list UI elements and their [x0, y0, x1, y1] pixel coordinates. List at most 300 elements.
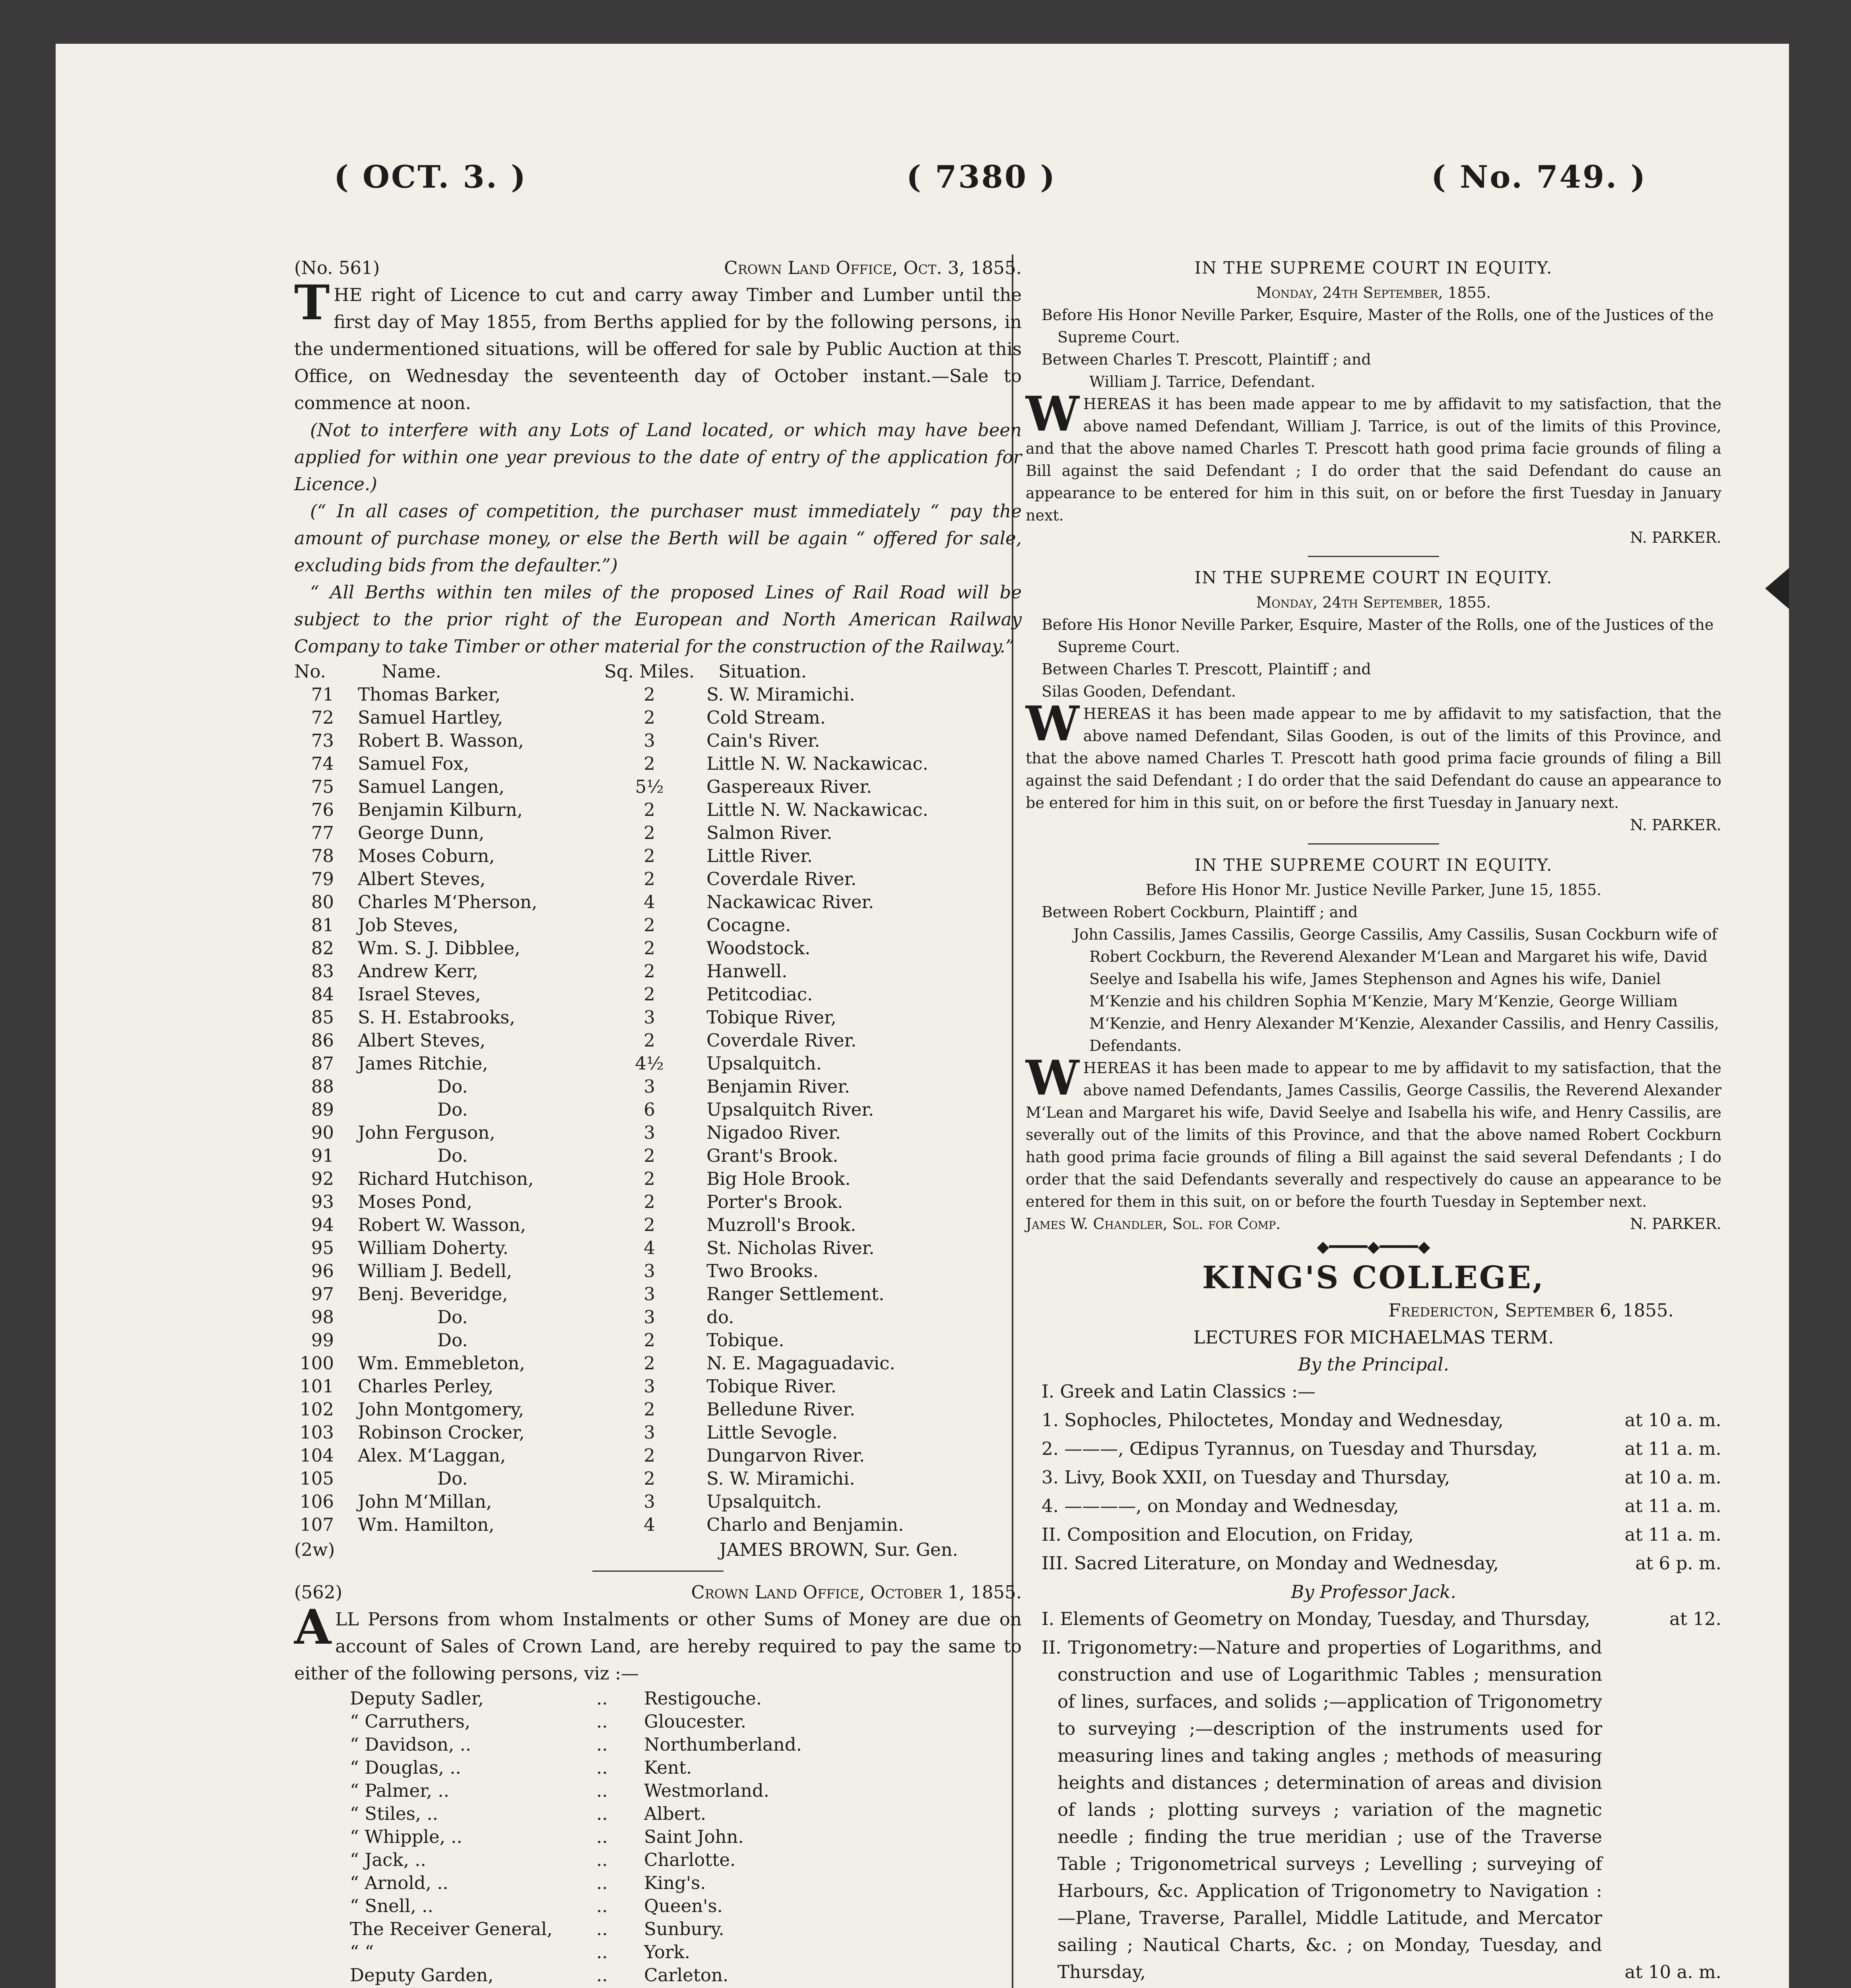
office-date: Crown Land Office, Oct. 3, 1855. — [724, 257, 1022, 278]
berth-sq-miles: 2 — [644, 845, 655, 866]
table-row — [294, 1029, 1022, 1052]
berth-number: 83 — [311, 961, 334, 982]
lectures-subtitle: LECTURES FOR MICHAELMAS TERM. — [1193, 1327, 1554, 1348]
court-before: Before His Honor Neville Parker, Esquire, Master of the Rolls, one of the Justices of the Supreme Court. — [1042, 616, 1714, 656]
lecture-item — [1026, 1606, 1721, 1633]
kings-college-title: KING'S COLLEGE, — [1202, 1260, 1545, 1296]
table-row — [294, 1213, 1022, 1237]
table-row — [294, 1190, 1022, 1213]
berth-name: John M‘Millan, — [358, 1491, 492, 1512]
signature: N. PARKER. — [1630, 1215, 1721, 1233]
court-before: Before His Honor Mr. Justice Neville Parker, June 15, 1855. — [1145, 881, 1602, 899]
berth-name: Alex. M‘Laggan, — [358, 1445, 506, 1466]
deputy-county: Saint John. — [644, 1826, 744, 1847]
lecture-text: I. Greek and Latin Classics :— — [1042, 1381, 1316, 1402]
berth-sq-miles: 2 — [644, 799, 655, 820]
berth-situation: Hanwell. — [706, 961, 788, 982]
table-row — [294, 798, 1022, 821]
berth-number: 105 — [300, 1468, 334, 1489]
berth-sq-miles: 2 — [644, 914, 655, 936]
order-text: HEREAS it has been made appear to me by affidavit to my satisfaction, that the above named Defendant, Silas Gooden, is out of the limits of this Province, and that the above named Charles T. Prescott hath good prima facie grounds of filing a Bill against the said Defendant ; I do order that the said Defendant do cause an appearance to be entered for him in this suit, on or before the first Tuesday in January next. — [1026, 705, 1721, 812]
table-row — [294, 1398, 1022, 1421]
lecture-time: at 11 a. m. — [1624, 1438, 1721, 1459]
leader-dots: .. — [596, 1734, 608, 1755]
table-row — [294, 1098, 1022, 1121]
table-row — [294, 937, 1022, 960]
berth-situation: Charlo and Benjamin. — [706, 1514, 904, 1535]
berth-situation: Little N. W. Nackawicac. — [706, 799, 928, 820]
table-row — [294, 683, 1022, 706]
lecture-text: 3. Livy, Book XXII, on Tuesday and Thursday, — [1042, 1467, 1450, 1488]
berth-name: Moses Pond, — [358, 1191, 472, 1212]
lecture-text: III. Sacred Literature, on Monday and Wednesday, — [1042, 1553, 1499, 1574]
right-column — [1026, 254, 1721, 1988]
table-row — [294, 1144, 1022, 1167]
deputy-county: Westmorland. — [644, 1780, 769, 1801]
berth-name: Wm. Emmebleton, — [358, 1353, 525, 1374]
court-signatures — [1026, 1213, 1721, 1235]
berth-sq-miles: 3 — [644, 1007, 655, 1028]
lecture-item — [1026, 1493, 1721, 1520]
berth-number: 78 — [311, 845, 334, 866]
berth-number: 107 — [300, 1514, 334, 1535]
table-row — [294, 983, 1022, 1006]
header-page-number: ( 7380 ) — [906, 159, 1057, 195]
court-between: Silas Gooden, Defendant. — [1042, 683, 1236, 700]
table-row — [294, 706, 1022, 729]
berth-name: William J. Bedell, — [358, 1260, 512, 1281]
table-row — [350, 1848, 906, 1872]
berth-name: Wm. S. J. Dibblee, — [358, 938, 520, 959]
table-row — [350, 1756, 906, 1779]
berth-sq-miles: 2 — [644, 1399, 655, 1420]
berth-situation: N. E. Magaguadavic. — [706, 1353, 895, 1374]
berth-situation: Coverdale River. — [706, 1030, 857, 1051]
berth-sq-miles: 2 — [644, 684, 655, 705]
berth-name: Benj. Beveridge, — [358, 1283, 508, 1305]
berth-situation: Porter's Brook. — [706, 1191, 843, 1212]
leader-dots: .. — [596, 1757, 608, 1778]
berth-name: Moses Coburn, — [358, 845, 495, 866]
principal-lectures — [1026, 1378, 1721, 1577]
deputy-county: Queen's. — [644, 1895, 723, 1916]
leader-dots: .. — [596, 1688, 608, 1709]
berth-situation: Upsalquitch. — [706, 1053, 822, 1074]
court-order-body — [1026, 696, 1721, 814]
berth-sq-miles: 2 — [644, 1145, 655, 1166]
table-row — [294, 914, 1022, 937]
court-order-body — [1026, 386, 1721, 526]
page-edge-notch — [1765, 565, 1789, 612]
notice-562-header — [294, 1579, 1022, 1606]
berth-name: William Doherty. — [358, 1237, 508, 1258]
header-issue-number: ( No. 749. ) — [1431, 159, 1647, 195]
berth-sq-miles: 4 — [644, 891, 655, 912]
berth-number: 99 — [311, 1330, 334, 1351]
deputy-name: “ Davidson, .. — [350, 1734, 471, 1755]
court-before: Before His Honor Neville Parker, Esquire, Master of the Rolls, one of the Justices of the Supreme Court. — [1042, 306, 1714, 346]
berth-sq-miles: 3 — [644, 1422, 655, 1443]
berth-sq-miles: 3 — [644, 730, 655, 751]
lecture-item — [1026, 1464, 1721, 1491]
lecture-time: at 11 a. m. — [1624, 1524, 1721, 1545]
drop-cap: W — [1026, 696, 1079, 752]
office-date: Crown Land Office, October 1, 1855. — [691, 1582, 1022, 1603]
berth-situation: Muzroll's Brook. — [706, 1214, 856, 1235]
berth-number: 74 — [311, 753, 334, 774]
table-row — [350, 1964, 906, 1987]
berth-number: 90 — [311, 1122, 334, 1143]
berth-name: Andrew Kerr, — [358, 961, 478, 982]
table-row — [350, 1687, 906, 1710]
lecture-text: 2. ———, Œdipus Tyrannus, on Tuesday and Thursday, — [1042, 1438, 1538, 1459]
table-row — [294, 1283, 1022, 1306]
berth-situation: Cain's River. — [706, 730, 820, 751]
signature: N. PARKER. — [1630, 816, 1721, 834]
table-row — [350, 1872, 906, 1895]
berth-number: 93 — [311, 1191, 334, 1212]
berth-number: 106 — [300, 1491, 334, 1512]
berth-situation: Two Brooks. — [706, 1260, 819, 1281]
lecture-text: 1. Sophocles, Philoctetes, Monday and Wednesday, — [1042, 1409, 1504, 1431]
berth-number: 100 — [300, 1353, 334, 1374]
table-row — [294, 729, 1022, 752]
divider — [592, 1571, 724, 1572]
berth-situation: Gaspereaux River. — [706, 776, 872, 797]
berth-name: Charles Perley, — [358, 1376, 494, 1397]
deputy-county: Northumberland. — [644, 1734, 802, 1755]
berth-number: 104 — [300, 1445, 334, 1466]
table-row — [294, 891, 1022, 914]
deputy-name: “ Jack, .. — [350, 1849, 426, 1870]
berth-sq-miles: 2 — [644, 1445, 655, 1466]
court-title: IN THE SUPREME COURT IN EQUITY. — [1194, 568, 1553, 587]
leader-dots: .. — [596, 1965, 608, 1986]
court-title: IN THE SUPREME COURT IN EQUITY. — [1194, 855, 1553, 875]
table-row — [294, 1167, 1022, 1190]
berth-number: 80 — [311, 891, 334, 912]
berth-situation: Nigadoo River. — [706, 1122, 841, 1143]
notice-number: (562) — [294, 1582, 343, 1603]
berth-number: 98 — [311, 1307, 334, 1328]
court-order-body — [1026, 1050, 1721, 1213]
table-row — [350, 1941, 906, 1964]
deputy-name: Deputy Garden, — [350, 1965, 494, 1986]
lecture-text: I. Elements of Geometry on Monday, Tuesday, and Thursday, — [1042, 1608, 1590, 1629]
notice-561-body — [294, 275, 1022, 417]
berth-number: 97 — [311, 1283, 334, 1305]
leader-dots: .. — [596, 1918, 608, 1939]
ornament-divider: ◆━━━━◆━━━━◆ — [1317, 1238, 1430, 1256]
berth-sq-miles: 2 — [644, 822, 655, 843]
lecture-item — [1026, 1521, 1721, 1548]
berth-sq-miles: 3 — [644, 1122, 655, 1143]
notice-note: “ All Berths within ten miles of the proposed Lines of Rail Road will be subject to the prior right of the European and North American Railway Company to take Timber or other material for the construction of the Railway.” — [294, 582, 1022, 657]
berth-name: Albert Steves, — [358, 1030, 486, 1051]
leader-dots: .. — [596, 1826, 608, 1847]
berth-name: Charles M‘Pherson, — [358, 891, 537, 912]
berth-name: Robinson Crocker, — [358, 1422, 525, 1443]
lecturer-heading: By Professor Jack. — [1291, 1581, 1456, 1602]
deputy-county: Sunbury. — [644, 1918, 724, 1939]
berth-situation: Benjamin River. — [706, 1076, 850, 1097]
deputy-county: York. — [644, 1941, 690, 1963]
berth-number: 72 — [311, 707, 334, 728]
table-row — [294, 752, 1022, 775]
notice-text: LL Persons from whom Instalments or other Sums of Money are due on account of Sales of Crown Land, are hereby required to pay the same to either of the following persons, viz :— — [294, 1609, 1022, 1684]
leader-dots: .. — [596, 1803, 608, 1824]
court-between: William J. Tarrice, Defendant. — [1089, 373, 1315, 390]
drop-cap: W — [1026, 386, 1079, 442]
berth-sq-miles: 2 — [644, 1353, 655, 1374]
berth-situation: Belledune River. — [706, 1399, 856, 1420]
berth-name: Samuel Langen, — [358, 776, 505, 797]
berth-sq-miles: 2 — [644, 707, 655, 728]
berth-sq-miles: 2 — [644, 1214, 655, 1235]
deputy-county: Kent. — [644, 1757, 692, 1778]
berth-name: Do. — [437, 1468, 468, 1489]
berth-name: Do. — [437, 1099, 468, 1120]
col-situation: Situation. — [718, 661, 807, 682]
berth-situation: Salmon River. — [706, 822, 832, 843]
deputy-name: “ Palmer, .. — [350, 1780, 449, 1801]
berth-number: 77 — [311, 822, 334, 843]
berth-sq-miles: 3 — [644, 1076, 655, 1097]
berth-sq-miles: 2 — [644, 868, 655, 889]
table-row — [294, 821, 1022, 845]
berth-sq-miles: 3 — [644, 1491, 655, 1512]
notice-561-signature — [294, 1536, 1022, 1563]
berth-situation: Upsalquitch River. — [706, 1099, 874, 1120]
deputy-table — [350, 1687, 906, 1988]
berth-sq-miles: 2 — [644, 1468, 655, 1489]
berth-situation: Cocagne. — [706, 914, 791, 936]
berth-sq-miles: 4½ — [635, 1053, 664, 1074]
berth-sq-miles: 3 — [644, 1307, 655, 1328]
berth-situation: Petitcodiac. — [706, 984, 813, 1005]
deputy-name: “ “ — [350, 1941, 374, 1963]
deputy-name: “ Stiles, .. — [350, 1803, 438, 1824]
deputy-name: The Receiver General, — [350, 1918, 553, 1939]
deputy-county: Gloucester. — [644, 1711, 746, 1732]
berth-name: Israel Steves, — [358, 984, 481, 1005]
notice-562-body — [294, 1599, 1022, 1687]
berth-name: Do. — [437, 1076, 468, 1097]
table-row — [294, 868, 1022, 891]
berth-sq-miles: 2 — [644, 1030, 655, 1051]
berth-name: S. H. Estabrooks, — [358, 1007, 515, 1028]
solicitor: James W. Chandler, Sol. for Comp. — [1026, 1215, 1281, 1233]
berth-name: Robert W. Wasson, — [358, 1214, 526, 1235]
leader-dots: .. — [596, 1780, 608, 1801]
col-sq-miles: Sq. Miles. — [604, 661, 695, 682]
lecture-item — [1026, 1634, 1721, 1986]
berth-name: Do. — [437, 1145, 468, 1166]
berth-name: Albert Steves, — [358, 868, 486, 889]
berth-situation: Nackawicac River. — [706, 891, 874, 912]
leader-dots: .. — [596, 1872, 608, 1893]
drop-cap: A — [294, 1599, 332, 1655]
lecture-item — [1026, 1550, 1721, 1577]
berth-name: Do. — [437, 1330, 468, 1351]
deputy-county: King's. — [644, 1872, 706, 1893]
deputy-name: “ Douglas, .. — [350, 1757, 461, 1778]
lecture-time: at 10 a. m. — [1624, 1467, 1721, 1488]
table-row — [350, 1918, 906, 1941]
berth-sq-miles: 5½ — [635, 776, 664, 797]
leader-dots: .. — [596, 1941, 608, 1963]
berth-situation: S. W. Miramichi. — [706, 684, 855, 705]
berth-sq-miles: 2 — [644, 984, 655, 1005]
table-row — [294, 1444, 1022, 1467]
berth-situation: S. W. Miramichi. — [706, 1468, 855, 1489]
order-text: HEREAS it has been made to appear to me by affidavit to my satisfaction, that the above named Defendants, James Cassilis, George Cassilis, the Reverend Alexander M‘Lean and Margaret his wife, David Seelye and Isabella his wife, and Henry Cassilis, are severally out of the limits of this Province, and that the above named Robert Cockburn hath good prima facie grounds of filing a Bill against the said several Defendants ; I do order that the said Defendants severally and respectively do cause an appearance to be entered for them in this suit, on or before the fourth Tuesday in September next. — [1026, 1059, 1721, 1210]
berth-sq-miles: 2 — [644, 1168, 655, 1189]
notice-number: (No. 561) — [294, 257, 380, 278]
berth-situation: Ranger Settlement. — [706, 1283, 885, 1305]
berth-number: 96 — [311, 1260, 334, 1281]
lecture-item — [1026, 1378, 1721, 1405]
berth-sq-miles: 2 — [644, 1330, 655, 1351]
berth-number: 84 — [311, 984, 334, 1005]
table-row — [294, 775, 1022, 798]
table-row — [294, 1490, 1022, 1513]
lecture-time: at 11 a. m. — [1624, 1495, 1721, 1516]
col-name: Name. — [382, 661, 441, 682]
berth-name: Samuel Hartley, — [358, 707, 503, 728]
court-date: Monday, 24th September, 1855. — [1256, 594, 1491, 611]
berth-situation: Cold Stream. — [706, 707, 826, 728]
gazette-page — [56, 44, 1789, 1988]
table-row — [294, 1260, 1022, 1283]
berth-number: 91 — [311, 1145, 334, 1166]
table-row — [294, 1306, 1022, 1329]
berth-number: 82 — [311, 938, 334, 959]
berth-situation: Little N. W. Nackawicac. — [706, 753, 928, 774]
berth-number: 71 — [311, 684, 334, 705]
table-row — [294, 1421, 1022, 1444]
berth-number: 102 — [300, 1399, 334, 1420]
deputy-county: Restigouche. — [644, 1688, 762, 1709]
lecture-text: II. Composition and Elocution, on Friday, — [1042, 1524, 1414, 1545]
court-between: Between Charles T. Prescott, Plaintiff ; and — [1042, 351, 1371, 368]
table-row — [294, 1467, 1022, 1490]
berth-number: 92 — [311, 1168, 334, 1189]
professor-lectures — [1026, 1606, 1721, 1988]
berth-number: 94 — [311, 1214, 334, 1235]
notice-tag: (2w) — [294, 1539, 335, 1560]
berth-name: George Dunn, — [358, 822, 485, 843]
berth-situation: Little Sevogle. — [706, 1422, 838, 1443]
table-row — [350, 1802, 906, 1825]
berth-situation: Grant's Brook. — [706, 1145, 838, 1166]
deputy-name: “ Whipple, .. — [350, 1826, 462, 1847]
court-date: Monday, 24th September, 1855. — [1256, 284, 1491, 301]
lecture-time: at 6 p. m. — [1635, 1553, 1721, 1574]
table-row — [350, 1710, 906, 1733]
berth-sq-miles: 3 — [644, 1376, 655, 1397]
berth-number: 87 — [311, 1053, 334, 1074]
kings-college-date: Fredericton, September 6, 1855. — [1388, 1300, 1674, 1321]
berth-sq-miles: 2 — [644, 753, 655, 774]
table-row — [294, 845, 1022, 868]
notice-text: HE right of Licence to cut and carry away Timber and Lumber until the first day of May 1855, from Berths applied for by the following persons, in the undermentioned situations, will be offered for sale by Public Auction at this Office, on Wednesday the seventeenth day of October instant.—Sale to commence at noon. — [294, 284, 1022, 414]
court-between: Between Charles T. Prescott, Plaintiff ; and — [1042, 660, 1371, 678]
lecture-time: at 10 a. m. — [1624, 1961, 1721, 1982]
table-row — [294, 1075, 1022, 1098]
berth-sq-miles: 2 — [644, 938, 655, 959]
leader-dots: .. — [596, 1895, 608, 1916]
berth-situation: Dungarvon River. — [706, 1445, 865, 1466]
deputy-county: Charlotte. — [644, 1849, 736, 1870]
lecturer-heading: By the Principal. — [1298, 1354, 1449, 1375]
lecture-text: II. Trigonometry:—Nature and properties of Logarithms, and construction and use of Logarithmic Tables ; mensuration of lines, surfaces, and solids ;—application of Trigonometry to surveying ;—description of the instruments used for measuring lines and taking angles ; methods of measuring heights and distances ; determination of areas and division of lands ; plotting surveys ; variation of the magnetic needle ; finding the true meridian ; use of the Traverse Table ; Trigonometrical surveys ; Levelling ; surveying of Harbours, &c. Application of Trigonometry to Navigation :—Plane, Traverse, Parallel, Middle Latitude, and Mercator sailing ; Nautical Charts, &c. ; on Monday, Tuesday, and Thursday, — [1042, 1637, 1602, 1982]
leader-dots: .. — [596, 1849, 608, 1870]
leader-dots: .. — [596, 1711, 608, 1732]
berth-name: Do. — [437, 1307, 468, 1328]
notice-561-header — [294, 254, 1022, 282]
lecture-text: 4. ————, on Monday and Wednesday, — [1042, 1495, 1399, 1516]
order-text: HEREAS it has been made appear to me by affidavit to my satisfaction, that the above named Defendant, William J. Tarrice, is out of the limits of this Province, and that the above named Charles T. Prescott hath good prima facie grounds of filing a Bill against the said Defendant ; I do order that the said Defendant do cause an appearance to be entered for him in this suit, on or before the first Tuesday in January next. — [1026, 395, 1721, 524]
drop-cap: T — [294, 275, 330, 331]
berth-number: 103 — [300, 1422, 334, 1443]
berth-name: James Ritchie, — [358, 1053, 488, 1074]
header-date: ( OCT. 3. ) — [334, 159, 527, 195]
berth-sq-miles: 3 — [644, 1283, 655, 1305]
berth-situation: Tobique. — [706, 1330, 784, 1351]
left-column — [294, 254, 1022, 1988]
lecture-time: at 12. — [1669, 1608, 1721, 1629]
berth-sq-miles: 2 — [644, 1191, 655, 1212]
table-row — [294, 1237, 1022, 1260]
deputy-name: “ Arnold, .. — [350, 1872, 448, 1893]
deputy-name: “ Carruthers, — [350, 1711, 471, 1732]
deputy-name: “ Snell, .. — [350, 1895, 433, 1916]
lecture-item — [1026, 1407, 1721, 1434]
berth-name: Thomas Barker, — [358, 684, 501, 705]
drop-cap: W — [1026, 1050, 1079, 1106]
table-row — [294, 960, 1022, 983]
berth-number: 101 — [300, 1376, 334, 1397]
berth-sq-miles: 6 — [644, 1099, 655, 1120]
berth-sq-miles: 4 — [644, 1514, 655, 1535]
berth-name: John Montgomery, — [358, 1399, 524, 1420]
table-row — [294, 1375, 1022, 1398]
berth-situation: Tobique River. — [706, 1376, 836, 1397]
berth-name: Benjamin Kilburn, — [358, 799, 523, 820]
table-row — [350, 1895, 906, 1918]
berth-name: Job Steves, — [358, 914, 459, 936]
berth-number: 89 — [311, 1099, 334, 1120]
berth-number: 81 — [311, 914, 334, 936]
berth-name: Samuel Fox, — [358, 753, 470, 774]
berth-number: 75 — [311, 776, 334, 797]
berth-situation: Woodstock. — [706, 938, 811, 959]
court-between: Between Robert Cockburn, Plaintiff ; and — [1042, 903, 1358, 921]
court-defendants: John Cassilis, James Cassilis, George Cassilis, Amy Cassilis, Susan Cockburn wife of Robert Cockburn, the Reverend Alexander M‘Lean and Margaret his wife, David Seelye and Isabella his wife, James Stephenson and Agnes his wife, Daniel M‘Kenzie and his children Sophia M‘Kenzie, Mary M‘Kenzie, George William M‘Kenzie, and Henry Alexander M‘Kenzie, Alexander Cassilis, and Henry Cassilis, Defendants. — [1073, 926, 1719, 1054]
table-row — [294, 1352, 1022, 1375]
berth-name: John Ferguson, — [358, 1122, 495, 1143]
table-row — [294, 1121, 1022, 1144]
deputy-county: Albert. — [644, 1803, 706, 1824]
table-row — [294, 1052, 1022, 1075]
table-row — [350, 1779, 906, 1802]
divider — [1308, 556, 1439, 557]
table-row — [294, 1329, 1022, 1352]
notice-note: (“ In all cases of competition, the purchaser must immediately “ pay the amount of purchase money, or else the Berth will be again “ offered for sale, excluding bids from the defaulter.”) — [294, 501, 1022, 576]
table-row — [294, 1513, 1022, 1536]
deputy-name: Deputy Sadler, — [350, 1688, 484, 1709]
